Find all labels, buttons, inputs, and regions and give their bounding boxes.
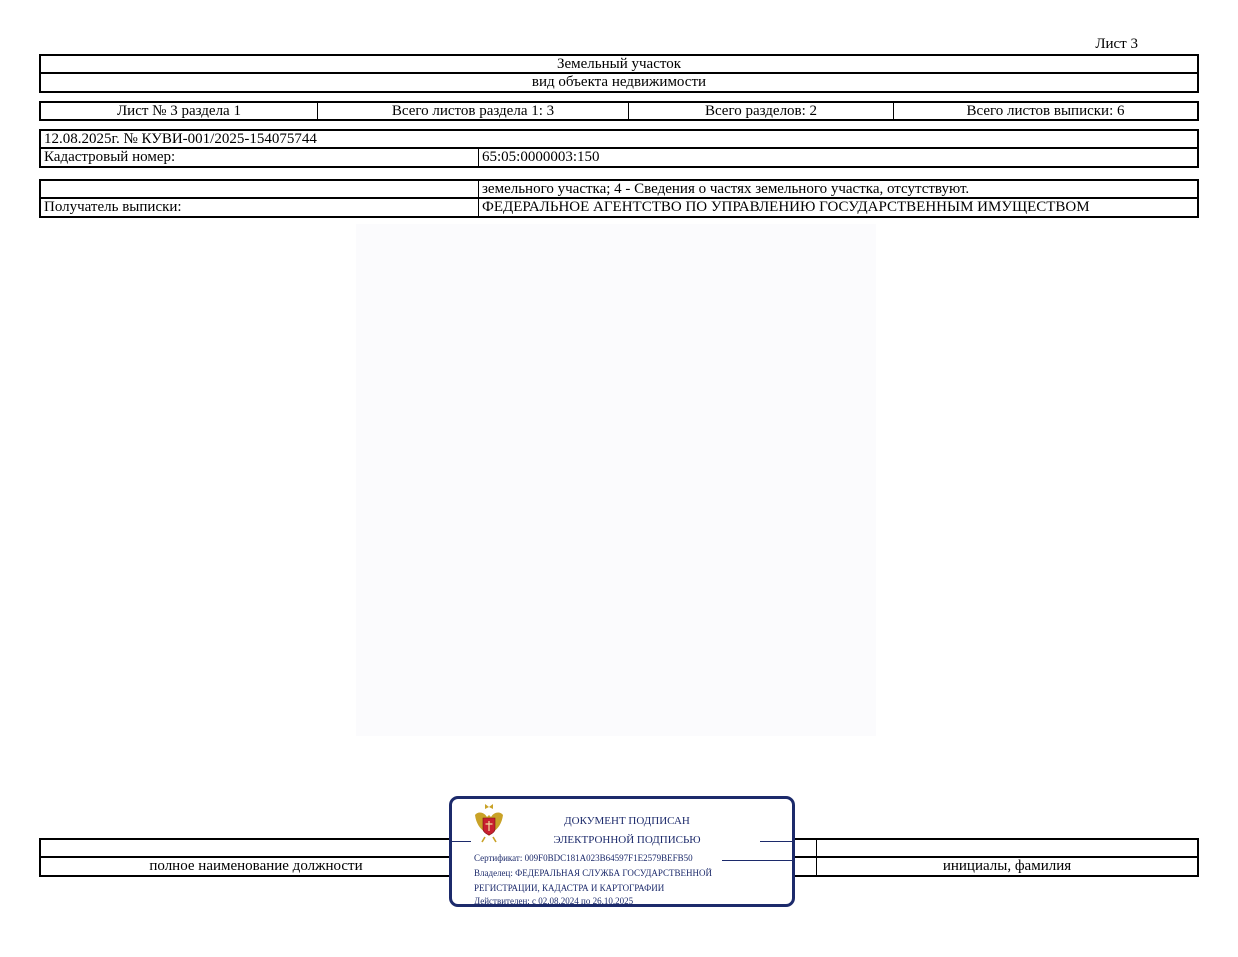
sheet-of-section: Лист № 3 раздела 1 — [117, 103, 241, 119]
signature-empty-cell — [816, 840, 1197, 856]
date-number: 12.08.2025г. № КУВИ-001/2025-154075744 — [44, 131, 317, 147]
stamp-certificate: Сертификат: 009F0BDC181A023B64597F1E2579BEFB50 — [474, 853, 693, 863]
cadastral-value: 65:05:0000003:150 — [478, 149, 1197, 166]
stamp-title-line1: ДОКУМЕНТ ПОДПИСАН — [564, 815, 690, 827]
date-number-row — [39, 129, 1199, 149]
stamp-validity: Действителен: с 02.08.2024 по 26.10.2025 — [474, 896, 634, 906]
object-type-caption-row — [39, 74, 1199, 93]
continuation-empty-cell — [41, 181, 478, 197]
faint-watermark-area — [356, 224, 876, 736]
object-type-caption: вид объекта недвижимости — [531, 74, 707, 90]
continuation-text: земельного участка; 4 - Сведения о частях земельного участка, отсутствуют. — [478, 181, 1197, 197]
cadastral-label: Кадастровый номер: — [44, 149, 176, 165]
stamp-rule-mid — [722, 860, 795, 861]
recipient-row — [39, 199, 1199, 218]
recipient-value: ФЕДЕРАЛЬНОЕ АГЕНТСТВО ПО УПРАВЛЕНИЮ ГОСУДАРСТВЕННЫМ ИМУЩЕСТВОМ — [478, 199, 1197, 216]
cadastral-row — [39, 149, 1199, 168]
position-caption: полное наименование должности — [149, 858, 363, 874]
recipient-label: Получатель выписки: — [44, 199, 182, 215]
electronic-signature-stamp — [449, 796, 795, 907]
signature-empty-cell — [41, 840, 471, 856]
stamp-rule-left — [452, 841, 471, 842]
continuation-row — [39, 179, 1199, 199]
total-sections: Всего разделов: 2 — [628, 103, 893, 119]
stamp-owner-line2: РЕГИСТРАЦИИ, КАДАСТРА И КАРТОГРАФИИ — [474, 883, 665, 893]
object-type-value: Земельный участок — [556, 55, 682, 72]
name-caption: инициалы, фамилия — [816, 858, 1197, 875]
total-sheets-extract: Всего листов выписки: 6 — [893, 103, 1197, 119]
info-bar — [39, 101, 1199, 121]
object-type — [39, 54, 1199, 74]
sheet-number: Лист 3 — [1095, 36, 1138, 52]
stamp-title-line2: ЭЛЕКТРОННОЙ ПОДПИСЬЮ — [553, 834, 701, 846]
stamp-owner-line1: Владелец: ФЕДЕРАЛЬНАЯ СЛУЖБА ГОСУДАРСТВЕННОЙ — [474, 868, 713, 878]
stamp-rule-right — [760, 841, 795, 842]
total-sheets-section: Всего листов раздела 1: 3 — [317, 103, 628, 119]
